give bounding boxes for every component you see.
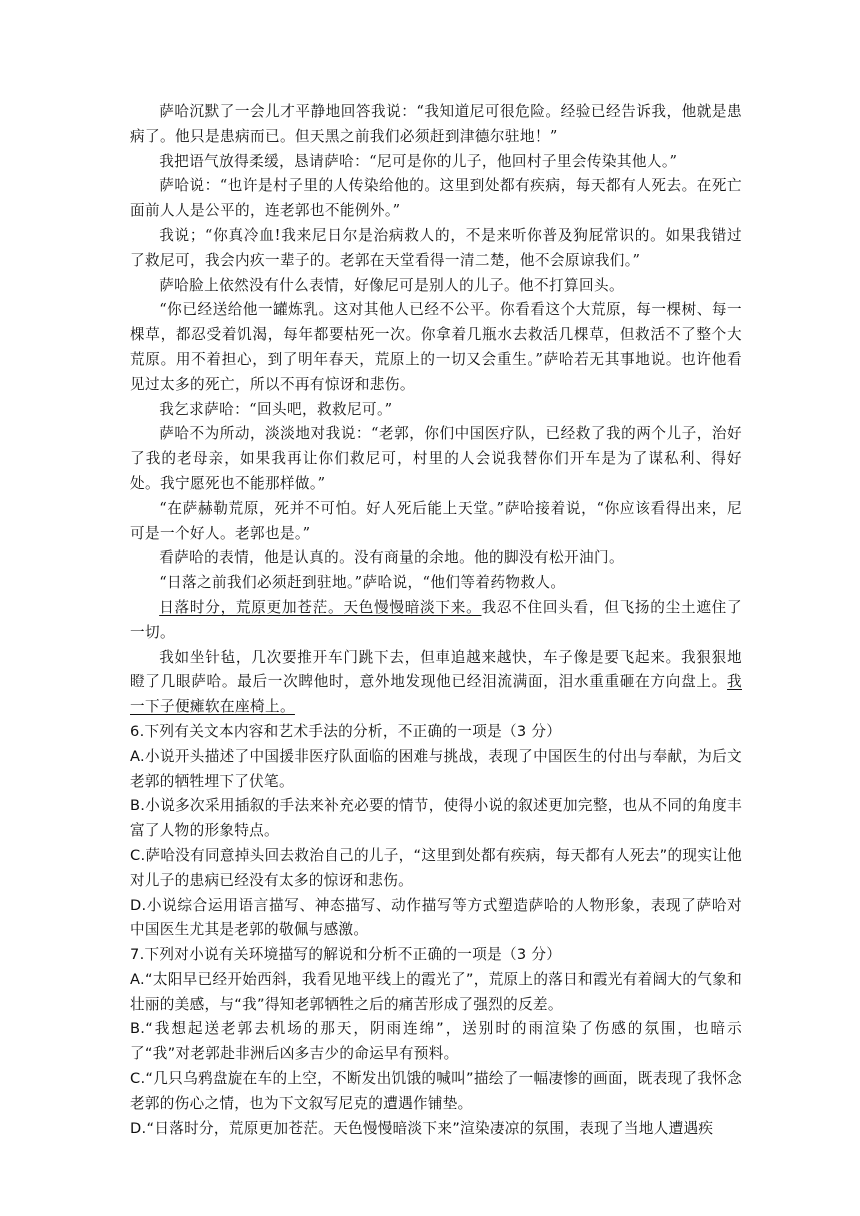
option-c: C.“几只乌鸦盘旋在车的上空，不断发出饥饿的喊叫”描绘了一幅凄惨的画面，既表现了我怀念老郭的伤心之情，也为下文叙写尼克的遭遇作铺垫。 <box>130 1070 743 1112</box>
paragraph <box>130 596 742 646</box>
underlined-sentence: 日落时分，荒原更加苍茫。天色慢慢暗淡下来。 <box>159 598 482 616</box>
sentence: 我忍不住回头看，但飞扬的尘土遮住了一切。 <box>130 598 742 641</box>
paragraph: 萨哈不为所动，淡淡地对我说：“老郭，你们中国医疗队，已经救了我的两个儿子，治好了我的老母亲，如果我再让你们救尼可，村里的人会说我替你们开车是为了谋私利、得好处。我宁愿死也不能那样做。” <box>130 425 742 492</box>
underlined-sentence: 我一下子便瘫软在座椅上。 <box>130 673 742 716</box>
paragraph: “你已经送给他一罐炼乳。这对其他人已经不公平。你看看这个大荒原，每一棵树、每一棵草，都忍受着饥渴，每年都要枯死一次。你拿着几瓶水去救活几棵草，但救活不了整个大荒原。用不着担心，到了明年春天，荒原上的一切又会重生。”萨哈若无其事地说。也许他看见过太多的死亡，所以不再有惊讶和悲伤。 <box>130 301 742 393</box>
question-stem: 6.下列有关文本内容和艺术手法的分析，不正确的一项是（3 分） <box>130 722 562 740</box>
question-stem: 7.下列对小说有关环境描写的解说和分析不正确的一项是（3 分） <box>130 946 562 964</box>
story-text <box>130 100 742 720</box>
questions-section <box>130 720 742 1142</box>
option-d: D.小说综合运用语言描写、神态描写、动作描写等方式塑造萨哈的人物形象，表现了萨哈对中国医生尤其是老郭的敬佩与感激。 <box>130 896 742 939</box>
question-6 <box>130 720 742 943</box>
option-c: C.萨哈没有同意掉头回去救治自己的儿子，“这里到处都有疾病，每天都有人死去”的现实让他对儿子的患病已经没有太多的惊讶和悲伤。 <box>130 846 743 889</box>
paragraph: 我把语气放得柔缓，恳请萨哈：“尼可是你的儿子，他回村子里会传染其他人。” <box>159 152 678 170</box>
option-d: D.“日落时分，荒原更加苍茫。天色慢慢暗淡下来”渲染凄凉的氛围，表现了当地人遭遇疾 <box>130 1119 714 1137</box>
option-b: B.“我想起送老郭去机场的那天，阴雨连绵”，送别时的雨渲染了伤感的氛围，也暗示了“我”对老郭赴非洲后凶多吉少的命运早有预料。 <box>130 1020 742 1063</box>
paragraph: “在萨赫勒荒原，死并不可怕。好人死后能上天堂。”萨哈接着说，“你应该看得出来，尼可是一个好人。老郭也是。” <box>130 499 742 542</box>
option-a: A.小说开头描述了中国援非医疗队面临的困难与挑战，表现了中国医生的付出与奉献，为后文老郭的牺牲埋下了伏笔。 <box>130 747 742 790</box>
paragraph: 看萨哈的表情，他是认真的。没有商量的余地。他的脚没有松开油门。 <box>159 549 624 567</box>
option-b: B.小说多次采用插叙的手法来补充必要的情节，使得小说的叙述更加完整，也从不同的角度丰富了人物的形象特点。 <box>130 797 742 840</box>
paragraph: “日落之前我们必须赶到驻地。”萨哈说，“他们等着药物救人。 <box>159 574 566 592</box>
option-a: A.“太阳早已经开始西斜，我看见地平线上的霞光了”，荒原上的落日和霞光有着阔大的气象和壮丽的美感，与“我”得知老郭牺牲之后的痛苦形成了强烈的反差。 <box>130 970 742 1013</box>
question-7 <box>130 943 742 1141</box>
paragraph: 萨哈沉默了一会儿才平静地回答我说：“我知道尼可很危险。经验已经告诉我，他就是患病了。他只是患病而已。但天黑之前我们必须赶到津德尔驻地！” <box>130 103 742 145</box>
paragraph: 萨哈说：“也许是村子里的人传染给他的。这里到处都有疾病，每天都有人死去。在死亡面前人人是公平的，连老郭也不能例外。” <box>130 177 742 220</box>
paragraph: 我乞求萨哈：“回头吧，救救尼可。” <box>159 400 393 418</box>
paragraph: 我说；“你真冷血!我来尼日尔是治病救人的，不是来听你普及狗屁常识的。如果我错过了救尼可，我会内疚一辈子的。老郭在天堂看得一清二楚，他不会原谅我们。” <box>130 226 742 269</box>
paragraph <box>130 646 742 720</box>
sentence: 我如坐针毡，几次要推开车门跳下去，但車追越来越快，车子像是要飞起来。我狠狠地瞪了几眼萨哈。最后一次睥他时，意外地发现他已经泪流满面，泪水重重砸在方向盘上。 <box>130 648 742 691</box>
paragraph: 萨哈脸上依然没有什么表情，好像尼可是别人的儿子。他不打算回头。 <box>159 276 624 294</box>
